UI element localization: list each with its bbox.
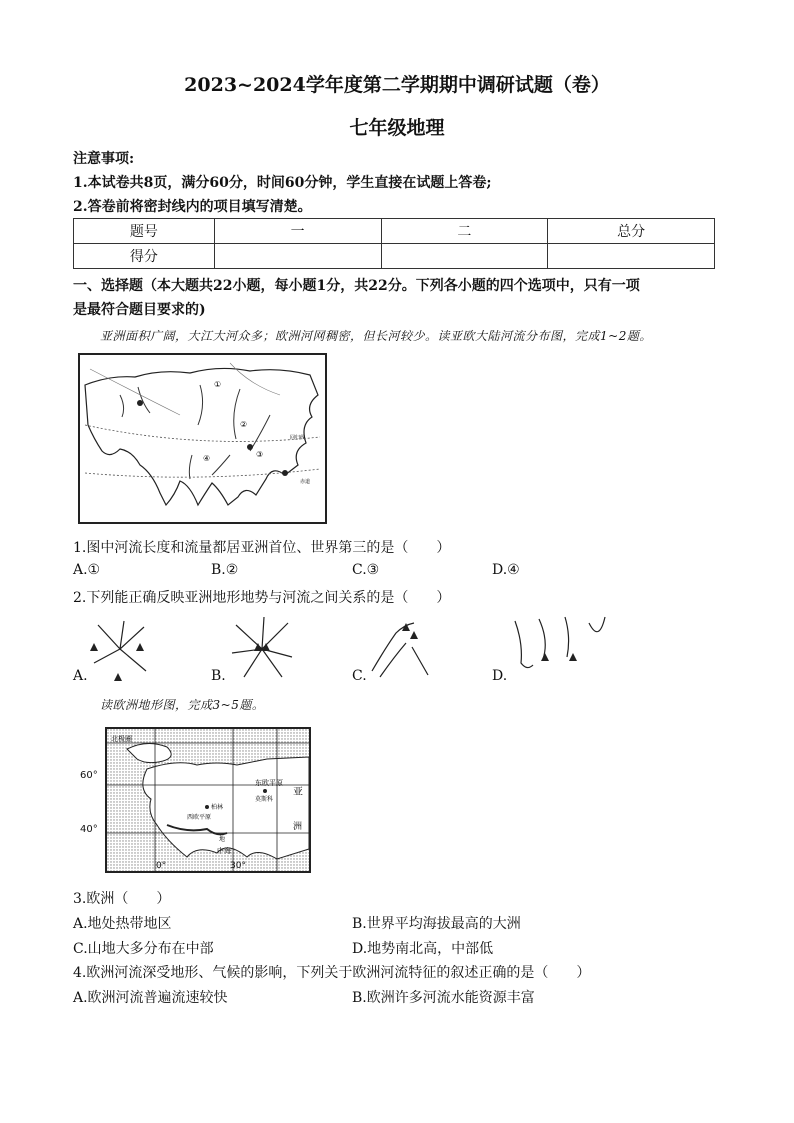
- q2-diagram-c: [366, 617, 438, 681]
- q3-option-a[interactable]: A.地处热带地区: [73, 916, 172, 932]
- map1-label-equator: 赤道: [300, 479, 311, 485]
- q1-option-d[interactable]: D.④: [492, 562, 520, 578]
- score-table: [73, 218, 715, 269]
- table-row: [74, 244, 715, 269]
- table-header-cell: 一: [214, 219, 381, 244]
- q4-option-b[interactable]: B.欧洲许多河流水能资源丰富: [352, 990, 535, 1006]
- map2-label-western-european-plain: 西欧平原: [187, 814, 212, 821]
- europe-map-drawing: [107, 729, 309, 871]
- map1-marker-3: ③: [256, 450, 264, 459]
- question-4-stem: 4.欧洲河流深受地形、气候的影响，下列关于欧洲河流特征的叙述正确的是（ ）: [73, 965, 591, 981]
- map1-label-tropic: 回归线: [290, 435, 306, 441]
- exam-subtitle: 七年级地理: [349, 117, 445, 139]
- q3-option-b[interactable]: B.世界平均海拔最高的大洲: [352, 916, 521, 932]
- q2-option-a[interactable]: A.: [73, 668, 88, 684]
- map2-label-berlin: 柏林: [211, 804, 224, 811]
- table-header-cell: 二: [381, 219, 548, 244]
- map2-lat-40: 40°: [80, 824, 98, 835]
- eurasia-river-map: [78, 353, 327, 524]
- notice-label: 注意事项:: [73, 151, 135, 167]
- intro-text-1: 亚洲面积广阔，大江大河众多；欧洲河网稠密，但长河较少。读亚欧大陆河流分布图，完成1~2题。: [100, 329, 652, 343]
- map1-marker-1: ①: [214, 380, 222, 389]
- map2-lat-60: 60°: [80, 770, 98, 781]
- question-1-stem: 1.图中河流长度和流量都居亚洲首位、世界第三的是（ ）: [73, 540, 451, 556]
- q3-option-d[interactable]: D.地势南北高，中部低: [352, 941, 494, 957]
- map2-label-arctic-circle: 北极圈: [111, 735, 132, 743]
- q4-option-a[interactable]: A.欧洲河流普遍流速较快: [73, 990, 228, 1006]
- score-row-label: 得分: [74, 244, 215, 269]
- q2-diagram-b: [226, 613, 298, 683]
- map2-lon-30: 30°: [230, 861, 246, 871]
- question-3-stem: 3.欧洲（ ）: [73, 891, 171, 907]
- section1-heading-line2: 是最符合题目要求的): [73, 302, 206, 318]
- table-row: [74, 219, 715, 244]
- intro-text-2: 读欧洲地形图，完成3~5题。: [100, 698, 265, 712]
- score-cell[interactable]: [381, 244, 548, 269]
- europe-map-frame: [105, 727, 311, 873]
- map1-marker-2: ②: [240, 420, 248, 429]
- q1-option-c[interactable]: C.③: [352, 562, 380, 578]
- map2-label-asia-2: 洲: [293, 822, 303, 832]
- exam-title: 2023~2024学年度第二学期期中调研试题（卷）: [184, 74, 610, 96]
- q2-option-b[interactable]: B.: [211, 668, 226, 684]
- map2-lon-0: 0°: [156, 861, 167, 871]
- q2-diagram-d: [509, 613, 619, 681]
- question-2-stem: 2.下列能正确反映亚洲地形地势与河流之间关系的是（ ）: [73, 590, 451, 606]
- score-cell[interactable]: [548, 244, 715, 269]
- q2-option-c[interactable]: C.: [352, 668, 367, 684]
- notice-item-2: 2.答卷前将密封线内的项目填写清楚。: [73, 199, 312, 215]
- q1-option-b[interactable]: B.②: [211, 562, 239, 578]
- table-header-cell: 题号: [74, 219, 215, 244]
- notice-item-1: 1.本试卷共8页，满分60分，时间60分钟，学生直接在试题上答卷;: [73, 175, 492, 191]
- section1-heading-line1: 一、选择题（本大题共22小题，每小题1分，共22分。下列各小题的四个选项中，只有一项: [73, 278, 640, 294]
- map2-label-med-2: 中海: [217, 847, 231, 855]
- europe-terrain-map: [80, 723, 310, 873]
- map2-label-east-european-plain: 东欧平原: [255, 779, 283, 787]
- eurasia-map-drawing: [80, 355, 325, 522]
- map2-label-med-1: 地: [219, 836, 226, 843]
- map1-marker-4: ④: [203, 454, 211, 463]
- q2-option-d[interactable]: D.: [492, 668, 508, 684]
- q1-option-a[interactable]: A.①: [73, 562, 101, 578]
- q3-option-c[interactable]: C.山地大多分布在中部: [73, 941, 214, 957]
- score-cell[interactable]: [214, 244, 381, 269]
- map2-label-asia-1: 亚: [293, 787, 303, 798]
- q2-diagram-a: [84, 615, 156, 683]
- map2-label-moscow: 莫斯科: [255, 796, 274, 803]
- table-header-cell: 总分: [548, 219, 715, 244]
